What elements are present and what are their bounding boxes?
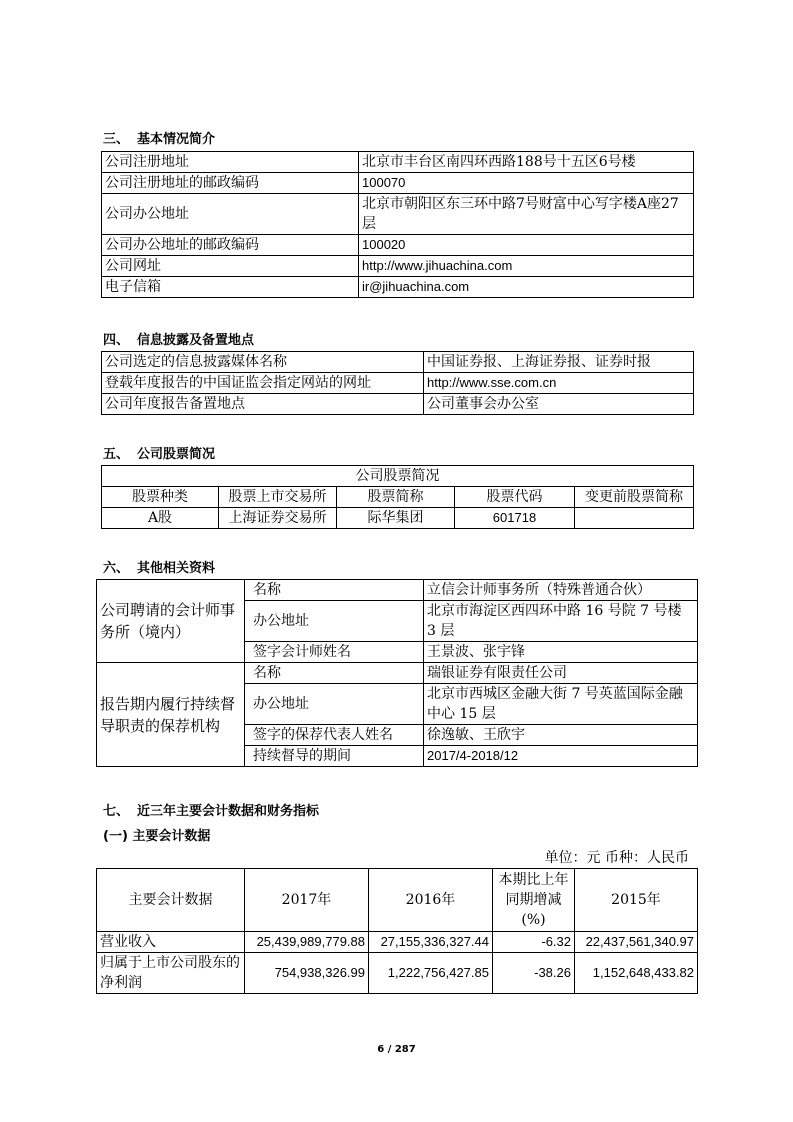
- table-row: [102, 277, 694, 298]
- value-change: -6.32: [493, 932, 575, 953]
- table-row: [102, 173, 694, 194]
- stock-table: [101, 465, 694, 529]
- section-number: 四、: [103, 333, 130, 348]
- stock-type: A股: [102, 508, 219, 529]
- table-row: [97, 953, 698, 994]
- row-label: 持续督导的期间: [245, 746, 424, 767]
- former-short-name: [575, 508, 694, 529]
- row-label: 登载年度报告的中国证监会指定网站的网址: [102, 373, 424, 394]
- table-row: [102, 194, 694, 235]
- table-header-row: [97, 869, 698, 932]
- row-value: 瑞银证券有限责任公司: [424, 663, 698, 684]
- row-label: 办公地址: [245, 684, 424, 725]
- section-3-heading: [103, 128, 215, 147]
- basic-info-table: [101, 151, 694, 298]
- row-value: 公司董事会办公室: [424, 394, 694, 415]
- value-2016: 1,222,756,427.85: [369, 953, 493, 994]
- row-label: 公司办公地址的邮政编码: [102, 235, 359, 256]
- column-header: 股票种类: [102, 487, 219, 508]
- table-row: [97, 932, 698, 953]
- column-header: 股票上市交易所: [219, 487, 337, 508]
- table-row: [102, 352, 694, 373]
- row-label: 公司年度报告备置地点: [102, 394, 424, 415]
- sponsor-group-label: 报告期内履行持续督导职责的保荐机构: [97, 663, 245, 767]
- table-title-row: [102, 466, 694, 487]
- row-label: 办公地址: [245, 601, 424, 642]
- column-header: 变更前股票简称: [575, 487, 694, 508]
- section-title: 公司股票简况: [137, 447, 216, 462]
- row-label: 公司注册地址的邮政编码: [102, 173, 359, 194]
- row-value: 北京市丰台区南四环西路188号十五区6号楼: [359, 152, 694, 173]
- row-value: 王景波、张宇锋: [424, 642, 698, 663]
- section-5-heading: [103, 443, 215, 462]
- row-value: 徐逸敏、王欣宇: [424, 725, 698, 746]
- row-value: 100070: [359, 173, 694, 194]
- row-label: 电子信箱: [102, 277, 359, 298]
- row-label: 签字的保荐代表人姓名: [245, 725, 424, 746]
- column-header: 2015年: [575, 869, 698, 932]
- stock-code: 601718: [455, 508, 575, 529]
- row-label: 名称: [245, 580, 424, 601]
- row-label: 名称: [245, 663, 424, 684]
- column-header: 股票简称: [337, 487, 455, 508]
- column-header: 本期比上年同期增减(%): [493, 869, 575, 932]
- section-number: 三、: [103, 132, 130, 147]
- row-label: 公司选定的信息披露媒体名称: [102, 352, 424, 373]
- row-label: 公司办公地址: [102, 194, 359, 235]
- section-title: 信息披露及备置地点: [137, 333, 255, 348]
- table-row: [97, 580, 698, 601]
- table-row: [102, 394, 694, 415]
- row-value: 2017/4-2018/12: [424, 746, 698, 767]
- table-header-row: [102, 487, 694, 508]
- unit-line: 单位：元 币种：人民币: [544, 850, 689, 866]
- value-2017: 25,439,989,779.88: [245, 932, 369, 953]
- section-4-heading: [103, 329, 254, 348]
- section-title: 基本情况简介: [137, 132, 216, 147]
- row-value: 北京市朝阳区东三环中路7号财富中心写字楼A座27层: [359, 194, 694, 235]
- stock-short-name: 际华集团: [337, 508, 455, 529]
- website-link[interactable]: http://www.jihuachina.com: [359, 256, 694, 277]
- row-label: 归属于上市公司股东的净利润: [97, 953, 245, 994]
- row-label: 签字会计师姓名: [245, 642, 424, 663]
- table-row: [102, 508, 694, 529]
- column-header: 股票代码: [455, 487, 575, 508]
- table-row: [97, 663, 698, 684]
- column-header: 主要会计数据: [97, 869, 245, 932]
- column-header: 2016年: [369, 869, 493, 932]
- subsection-title: 主要会计数据: [132, 829, 211, 844]
- value-2016: 27,155,336,327.44: [369, 932, 493, 953]
- disclosure-table: [101, 351, 694, 415]
- accounting-data-table: [96, 868, 698, 994]
- row-value: 中国证券报、上海证券报、证券时报: [424, 352, 694, 373]
- row-label: 公司网址: [102, 256, 359, 277]
- page-number: 6 / 287: [377, 1044, 416, 1055]
- table-row: [102, 235, 694, 256]
- row-label: 营业收入: [97, 932, 245, 953]
- sse-website-link[interactable]: http://www.sse.com.cn: [424, 373, 694, 394]
- auditor-group-label: 公司聘请的会计师事务所（境内）: [97, 580, 245, 663]
- row-value: 立信会计师事务所（特殊普通合伙）: [424, 580, 698, 601]
- table-row: [102, 373, 694, 394]
- table-title: 公司股票简况: [102, 466, 694, 487]
- column-header: 2017年: [245, 869, 369, 932]
- value-2017: 754,938,326.99: [245, 953, 369, 994]
- section-number: 六、: [103, 561, 130, 576]
- email-link[interactable]: ir@jihuachina.com: [359, 277, 694, 298]
- other-info-table: [96, 579, 698, 767]
- subsection-heading: [103, 825, 210, 844]
- row-label: 公司注册地址: [102, 152, 359, 173]
- row-value: 北京市海淀区西四环中路 16 号院 7 号楼 3 层: [424, 601, 698, 642]
- value-2015: 1,152,648,433.82: [575, 953, 698, 994]
- value-2015: 22,437,561,340.97: [575, 932, 698, 953]
- section-number: 七、: [103, 804, 130, 819]
- stock-exchange: 上海证券交易所: [219, 508, 337, 529]
- subsection-number: (一): [103, 829, 128, 844]
- value-change: -38.26: [493, 953, 575, 994]
- table-row: [102, 152, 694, 173]
- section-title: 其他相关资料: [137, 561, 216, 576]
- section-number: 五、: [103, 447, 130, 462]
- section-7-heading: [103, 800, 319, 819]
- row-value: 100020: [359, 235, 694, 256]
- section-6-heading: [103, 557, 215, 576]
- section-title: 近三年主要会计数据和财务指标: [137, 804, 320, 819]
- row-value: 北京市西城区金融大街 7 号英蓝国际金融中心 15 层: [424, 684, 698, 725]
- table-row: [102, 256, 694, 277]
